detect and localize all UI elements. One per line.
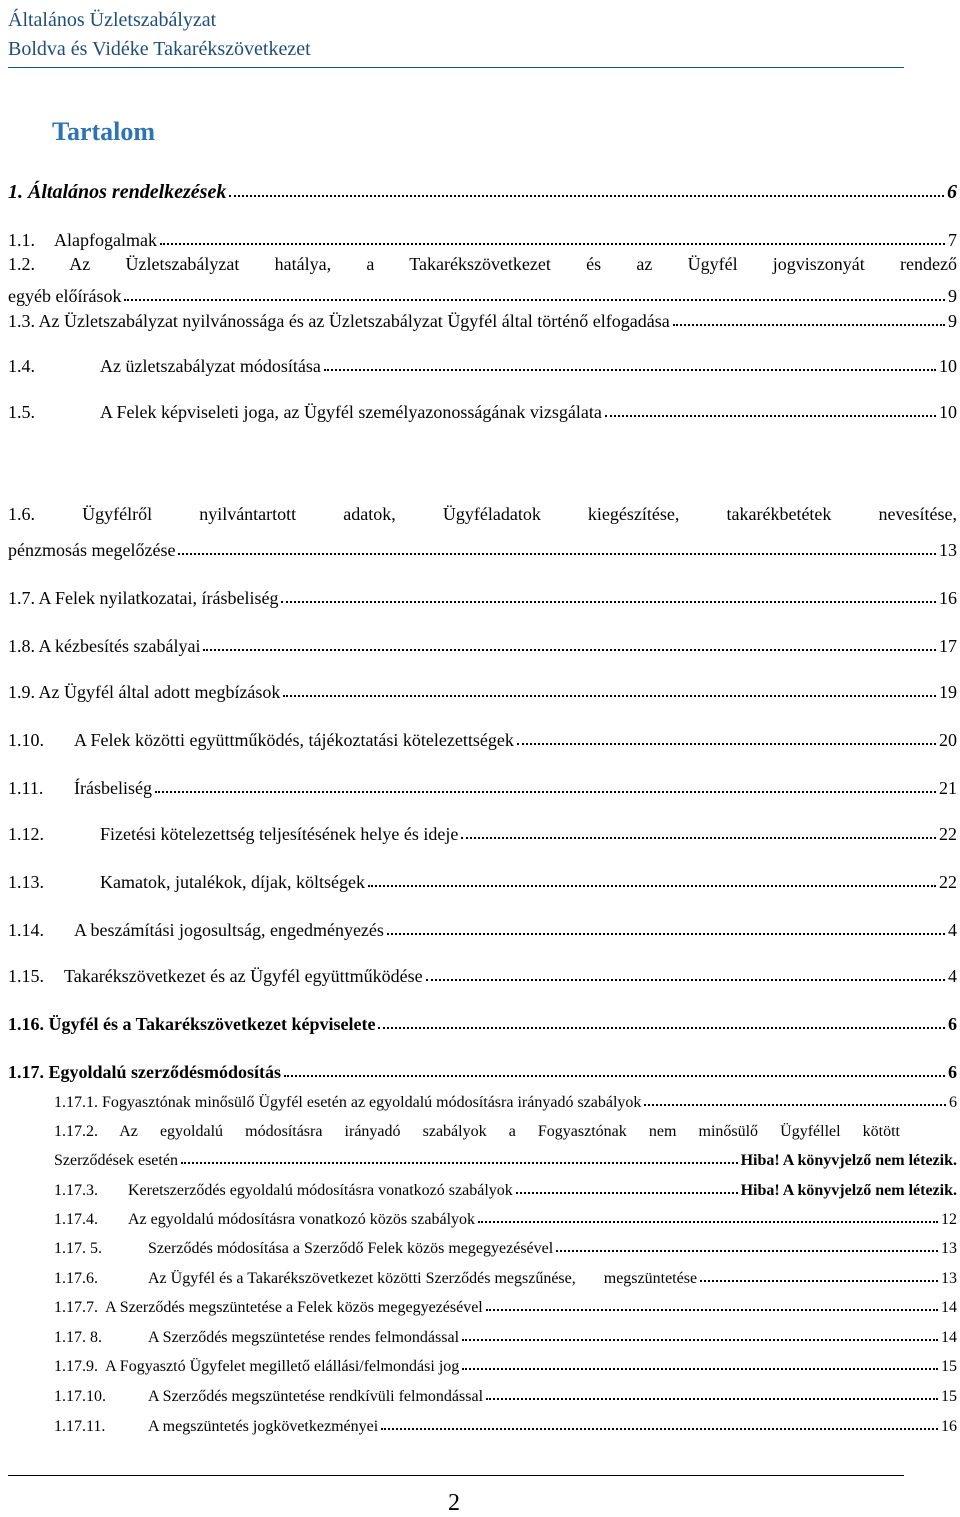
toc-page-number: 9 [948, 311, 957, 331]
dot-leader [461, 833, 936, 839]
toc-page-number: 9 [948, 286, 957, 306]
toc-entry-1-17-7[interactable] [54, 1299, 957, 1317]
dot-leader [673, 320, 945, 326]
header-organization: Boldva és Vidéke Takarékszövetkezet [8, 38, 311, 60]
dot-leader [378, 1023, 945, 1029]
dot-leader [462, 1335, 938, 1341]
toc-page-number: 6 [948, 1014, 957, 1034]
toc-entry-number: 1.17. 5. [54, 1240, 102, 1257]
toc-entry-label: Kamatok, jutalékok, díjak, költségek [100, 872, 365, 892]
toc-entry-label: Keretszerződés egyoldalú módosításra vonatkozó szabályok [128, 1182, 513, 1199]
dot-leader [516, 1188, 738, 1194]
dot-leader [700, 1276, 938, 1282]
toc-entry-1-7[interactable] [8, 588, 957, 609]
toc-entry-label: 1.7. A Felek nyilatkozatai, írásbeliség [8, 588, 279, 608]
toc-entry-label: Írásbeliség [74, 778, 152, 798]
toc-title: Tartalom [52, 117, 156, 146]
toc-entry-label: 1.17.9. A Fogyasztó Ügyfelet megillető elállási/felmondási jog [54, 1358, 460, 1375]
dot-leader [284, 1071, 945, 1077]
toc-entry-label: Az Ügyfél és a Takarékszövetkezet közötti Szerződés megszűnése, megszüntetése [148, 1270, 698, 1287]
toc-entry-number: 1.5. [8, 402, 35, 422]
toc-entry-1-13[interactable] [8, 872, 957, 893]
page-number: 2 [448, 1490, 460, 1516]
toc-entry-1-11[interactable] [8, 778, 957, 799]
footer-rule [8, 1475, 904, 1476]
toc-entry-1-1[interactable] [8, 230, 957, 251]
toc-entry-label: egyéb előírások [8, 286, 122, 306]
toc-entry-label: A Szerződés megszüntetése rendes felmondással [148, 1329, 460, 1346]
dot-leader [605, 411, 936, 417]
dot-leader [324, 365, 936, 371]
toc-entry-1-9[interactable] [8, 682, 957, 703]
toc-entry-number: 1.17.10. [54, 1388, 106, 1405]
toc-entry-label: 1.9. Az Ügyfél által adott megbízások [8, 682, 281, 702]
toc-page-number: 16 [939, 588, 957, 608]
toc-entry-label: Alapfogalmak [54, 230, 157, 250]
toc-page-number: 10 [939, 402, 957, 422]
dot-leader [486, 1305, 938, 1311]
toc-entry-number: 1.10. [8, 730, 44, 750]
toc-entry-number: 1.1. [8, 230, 35, 250]
toc-entry-1-17-1[interactable] [54, 1094, 957, 1112]
toc-page-number: 13 [941, 1240, 957, 1257]
dot-leader [178, 549, 936, 555]
toc-page-number: 17 [939, 636, 957, 656]
toc-entry-1-17-9[interactable] [54, 1358, 957, 1376]
toc-entry-label: A Felek képviseleti joga, az Ügyfél személyazonosságának vizsgálata [100, 402, 602, 422]
toc-entry-1-6-line1[interactable]: 1.6. Ügyfélről nyilvántartott adatok, Ügyféladatok kiegészítése, takarékbetétek nevesítése, [8, 504, 957, 524]
toc-entry-label: Az egyoldalú módosításra vonatkozó közös szabályok [128, 1211, 476, 1228]
toc-entry-1-15[interactable] [8, 966, 957, 987]
toc-entry-1-17-5[interactable] [54, 1240, 957, 1258]
toc-entry-1-16[interactable] [8, 1014, 957, 1035]
running-header [8, 6, 904, 64]
toc-entry-label: 1. Általános rendelkezések [8, 181, 227, 203]
toc-entry-label: Fizetési kötelezettség teljesítésének helye és ideje [100, 824, 459, 844]
toc-page-number: 15 [941, 1358, 957, 1375]
header-rule [8, 67, 904, 68]
toc-entry-number: 1.11. [8, 778, 44, 798]
toc-entry-label: A beszámítási jogosultság, engedményezés [74, 920, 384, 940]
dot-leader [368, 881, 936, 887]
toc-entry-1-14[interactable] [8, 920, 957, 941]
toc-entry-1-17-10[interactable] [54, 1388, 957, 1406]
dot-leader [426, 975, 945, 981]
toc-page-number: 22 [939, 824, 957, 844]
toc-page-number: 15 [941, 1388, 957, 1405]
dot-leader [229, 191, 944, 197]
toc-page-error: Hiba! A könyvjelző nem létezik. [740, 1152, 957, 1169]
toc-page-number: 4 [948, 920, 957, 940]
toc-entry-1-17-2[interactable] [54, 1152, 957, 1170]
toc-entry-label: pénzmosás megelőzése [8, 540, 176, 560]
toc-entry-1-12[interactable] [8, 824, 957, 845]
toc-page-number: 10 [939, 356, 957, 376]
dot-leader [181, 1158, 738, 1164]
dot-leader [478, 1217, 938, 1223]
toc-page-number: 14 [941, 1329, 957, 1346]
toc-entry-number: 1.15. [8, 966, 44, 986]
dot-leader [283, 691, 936, 697]
toc-entry-1-17-11[interactable] [54, 1418, 957, 1436]
toc-entry-number: 1.12. [8, 824, 44, 844]
toc-page-number: 6 [949, 1094, 957, 1111]
toc-page-number: 4 [948, 966, 957, 986]
toc-page-number: 13 [941, 1270, 957, 1287]
toc-entry-number: 1.4. [8, 356, 35, 376]
dot-leader [124, 295, 945, 301]
toc-page-number: 19 [939, 682, 957, 702]
toc-page-number: 14 [941, 1299, 957, 1316]
toc-entry-1-4[interactable] [8, 356, 957, 377]
toc-page-number: 6 [947, 181, 957, 203]
toc-entry-1-10[interactable] [8, 730, 957, 751]
toc-entry-label: Szerződések esetén [54, 1152, 178, 1169]
toc-page-number: 16 [941, 1418, 957, 1435]
toc-entry-number: 1.17. 8. [54, 1329, 102, 1346]
toc-entry-label: Takarékszövetkezet és az Ügyfél együttműködése [64, 966, 423, 986]
toc-entry-1-17-6[interactable] [54, 1270, 957, 1288]
toc-page-number: 12 [941, 1211, 957, 1228]
toc-entry-number: 1.14. [8, 920, 44, 940]
toc-entry-label: Az üzletszabályzat módosítása [100, 356, 321, 376]
toc-entry-label: 1.17.7. A Szerződés megszüntetése a Felek közös megegyezésével [54, 1299, 483, 1316]
toc-entry-1-17-3[interactable] [54, 1182, 957, 1200]
toc-page-error: Hiba! A könyvjelző nem létezik. [740, 1182, 957, 1199]
toc-page-number: 13 [939, 540, 957, 560]
dot-leader [556, 1246, 938, 1252]
toc-entry-1-2-line1[interactable]: 1.2. Az Üzletszabályzat hatálya, a Takarékszövetkezet és az Ügyfél jogviszonyát rendező [8, 254, 957, 274]
toc-entry-label: 1.3. Az Üzletszabályzat nyilvánossága és az Üzletszabályzat Ügyfél által történő elfogadása [8, 311, 670, 331]
dot-leader [517, 739, 936, 745]
toc-entry-number: 1.17.11. [54, 1418, 106, 1435]
toc-entry-label: 1.8. A kézbesítés szabályai [8, 636, 201, 656]
toc-entry-1-17-8[interactable] [54, 1329, 957, 1347]
dot-leader [381, 1424, 938, 1430]
toc-entry-number: 1.13. [8, 872, 44, 892]
toc-entry-1-6[interactable] [8, 540, 957, 561]
toc-entry-1-8[interactable] [8, 636, 957, 657]
toc-page-number: 20 [939, 730, 957, 750]
dot-leader [462, 1364, 938, 1370]
toc-entry-1[interactable] [8, 181, 957, 204]
toc-entry-label: A Szerződés megszüntetése rendkívüli felmondással [148, 1388, 484, 1405]
dot-leader [387, 929, 945, 935]
toc-entry-1-5[interactable] [8, 402, 957, 423]
toc-page-number: 21 [939, 778, 957, 798]
toc-entry-label: A megszüntetés jogkövetkezményei [148, 1418, 379, 1435]
toc-entry-1-3[interactable] [8, 311, 957, 332]
toc-page-number: 6 [948, 1062, 957, 1082]
dot-leader [203, 645, 936, 651]
dot-leader [486, 1394, 938, 1400]
toc-entry-1-17-2-line1[interactable]: 1.17.2. Az egyoldalú módosításra irányadó szabályok a Fogyasztónak nem minősülő Ügyféllel kötött [54, 1123, 900, 1140]
toc-entry-number: 1.17.4. [54, 1211, 98, 1228]
dot-leader [155, 787, 936, 793]
toc-entry-number: 1.17.3. [54, 1182, 98, 1199]
toc-entry-label: Szerződés módosítása a Szerződő Felek közös megegyezésével [148, 1240, 554, 1257]
toc-entry-1-17[interactable] [8, 1062, 957, 1083]
toc-entry-1-17-4[interactable] [54, 1211, 957, 1229]
toc-entry-label: 1.17.1. Fogyasztónak minősülő Ügyfél esetén az egyoldalú módosításra irányadó szabályok [54, 1094, 642, 1111]
dot-leader [160, 239, 945, 245]
toc-entry-number: 1.17.6. [54, 1270, 98, 1287]
header-document-title: Általános Üzletszabályzat [8, 9, 217, 31]
toc-page-number: 7 [948, 230, 957, 250]
toc-entry-label: 1.17. Egyoldalú szerződésmódosítás [8, 1062, 282, 1082]
dot-leader [644, 1100, 946, 1106]
toc-entry-1-2[interactable] [8, 286, 957, 307]
toc-page-number: 22 [939, 872, 957, 892]
dot-leader [281, 597, 936, 603]
toc-entry-label: A Felek közötti együttműködés, tájékoztatási kötelezettségek [74, 730, 514, 750]
toc-entry-label: 1.16. Ügyfél és a Takarékszövetkezet képviselete [8, 1014, 376, 1034]
